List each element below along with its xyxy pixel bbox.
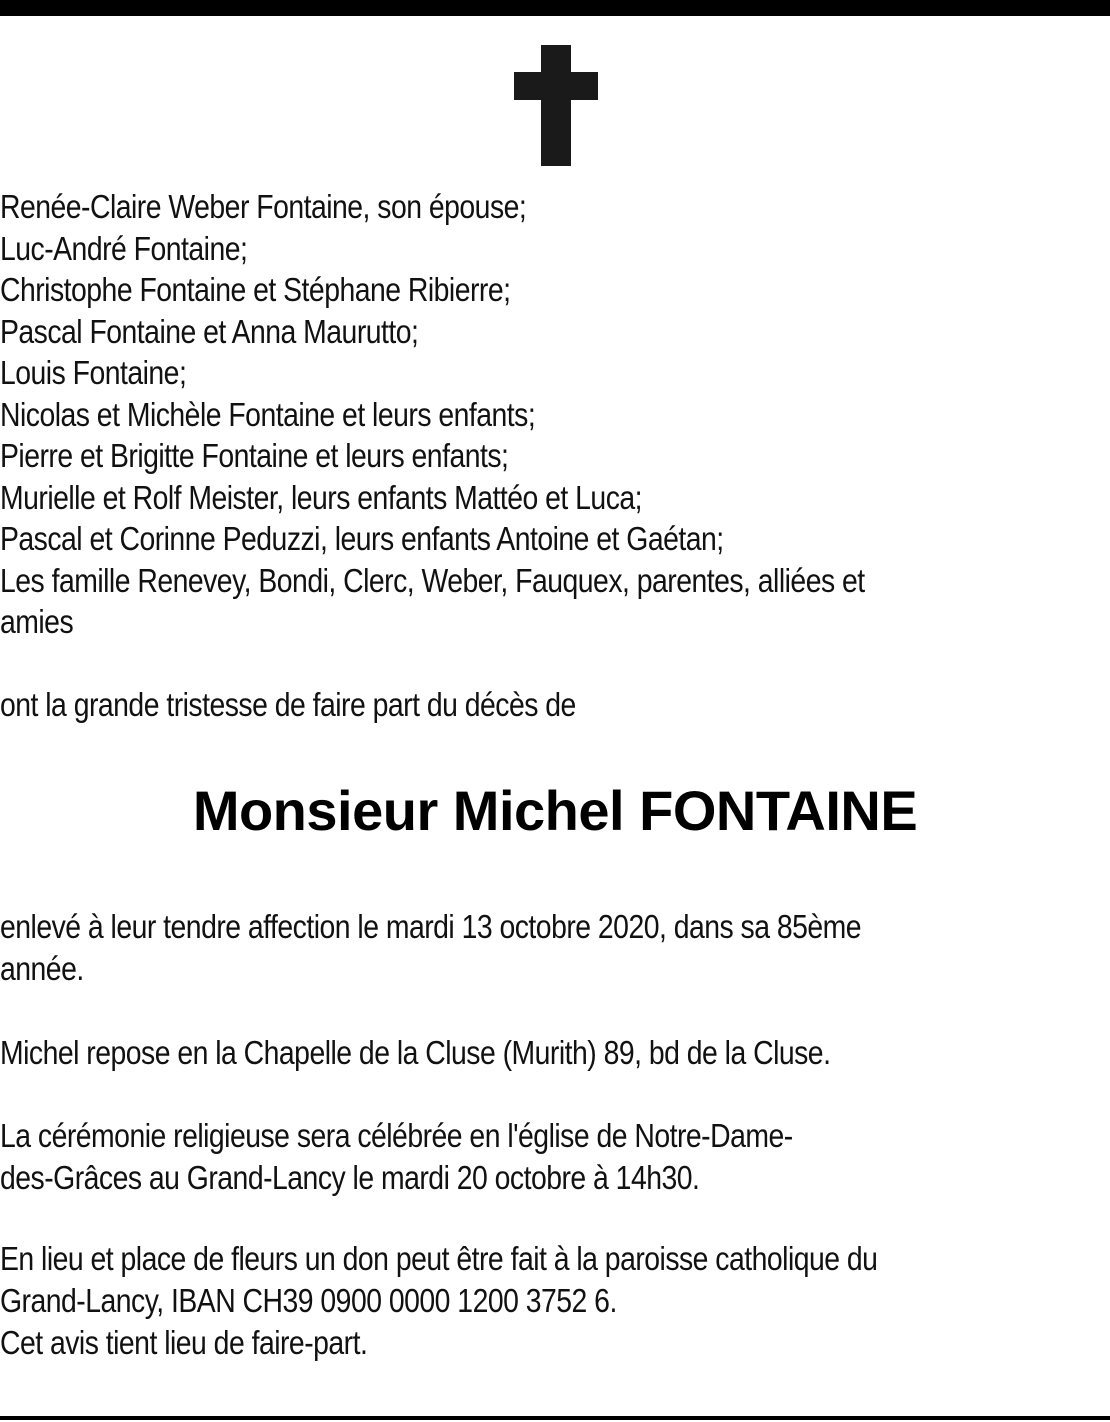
family-line: Christophe Fontaine et Stéphane Ribierre; — [0, 271, 511, 308]
family-line: amies — [0, 603, 74, 640]
family-line: Pascal Fontaine et Anna Maurutto; — [0, 312, 419, 350]
family-line: Louis Fontaine; — [0, 354, 187, 391]
death-paragraph — [0, 906, 1109, 989]
paragraph-line: La cérémonie religieuse sera célébrée en l'église de Notre-Dame- — [0, 1117, 793, 1154]
cross-horizontal-bar — [514, 72, 598, 100]
family-line: Nicolas et Michèle Fontaine et leurs enfants; — [0, 395, 536, 433]
paragraph-line: Cet avis tient lieu de faire-part. — [0, 1324, 368, 1361]
donation-paragraph — [0, 1238, 1109, 1321]
paragraph-line: année. — [0, 949, 84, 987]
deceased-name: Monsieur Michel FONTAINE — [192, 779, 918, 842]
top-border-rule — [0, 0, 1110, 16]
family-line: Pascal et Corinne Peduzzi, leurs enfants Antoine et Gaétan; — [0, 520, 724, 557]
family-list — [0, 186, 1109, 643]
paragraph-line: Michel repose en la Chapelle de la Cluse (Murith) 89, bd de la Cluse. — [0, 1034, 831, 1071]
family-line: Luc-André Fontaine; — [0, 229, 248, 267]
paragraph-line: enlevé à leur tendre affection le mardi 13 octobre 2020, dans sa 85ème — [0, 908, 862, 945]
family-line: Pierre et Brigitte Fontaine et leurs enfants; — [0, 437, 509, 474]
family-line: Murielle et Rolf Meister, leurs enfants Mattéo et Luca; — [0, 478, 643, 516]
ceremony-paragraph — [0, 1115, 1109, 1198]
paragraph-line: Grand-Lancy, IBAN CH39 0900 0000 1200 3752 6. — [0, 1281, 617, 1319]
notice-paragraph — [0, 1322, 1109, 1364]
paragraph-line: En lieu et place de fleurs un don peut être fait à la paroisse catholique du — [0, 1240, 878, 1277]
announcement-text: ont la grande tristesse de faire part du décès de — [0, 686, 576, 723]
family-line: Renée-Claire Weber Fontaine, son épouse; — [0, 188, 527, 225]
rest-paragraph — [0, 1032, 1109, 1074]
family-line: Les famille Renevey, Bondi, Clerc, Weber, Fauquex, parentes, alliées et — [0, 561, 865, 599]
paragraph-line: des-Grâces au Grand-Lancy le mardi 20 octobre à 14h30. — [0, 1158, 700, 1196]
cross-icon — [514, 45, 598, 166]
bottom-border-rule — [0, 1416, 1110, 1420]
cross-vertical-bar — [541, 45, 571, 166]
